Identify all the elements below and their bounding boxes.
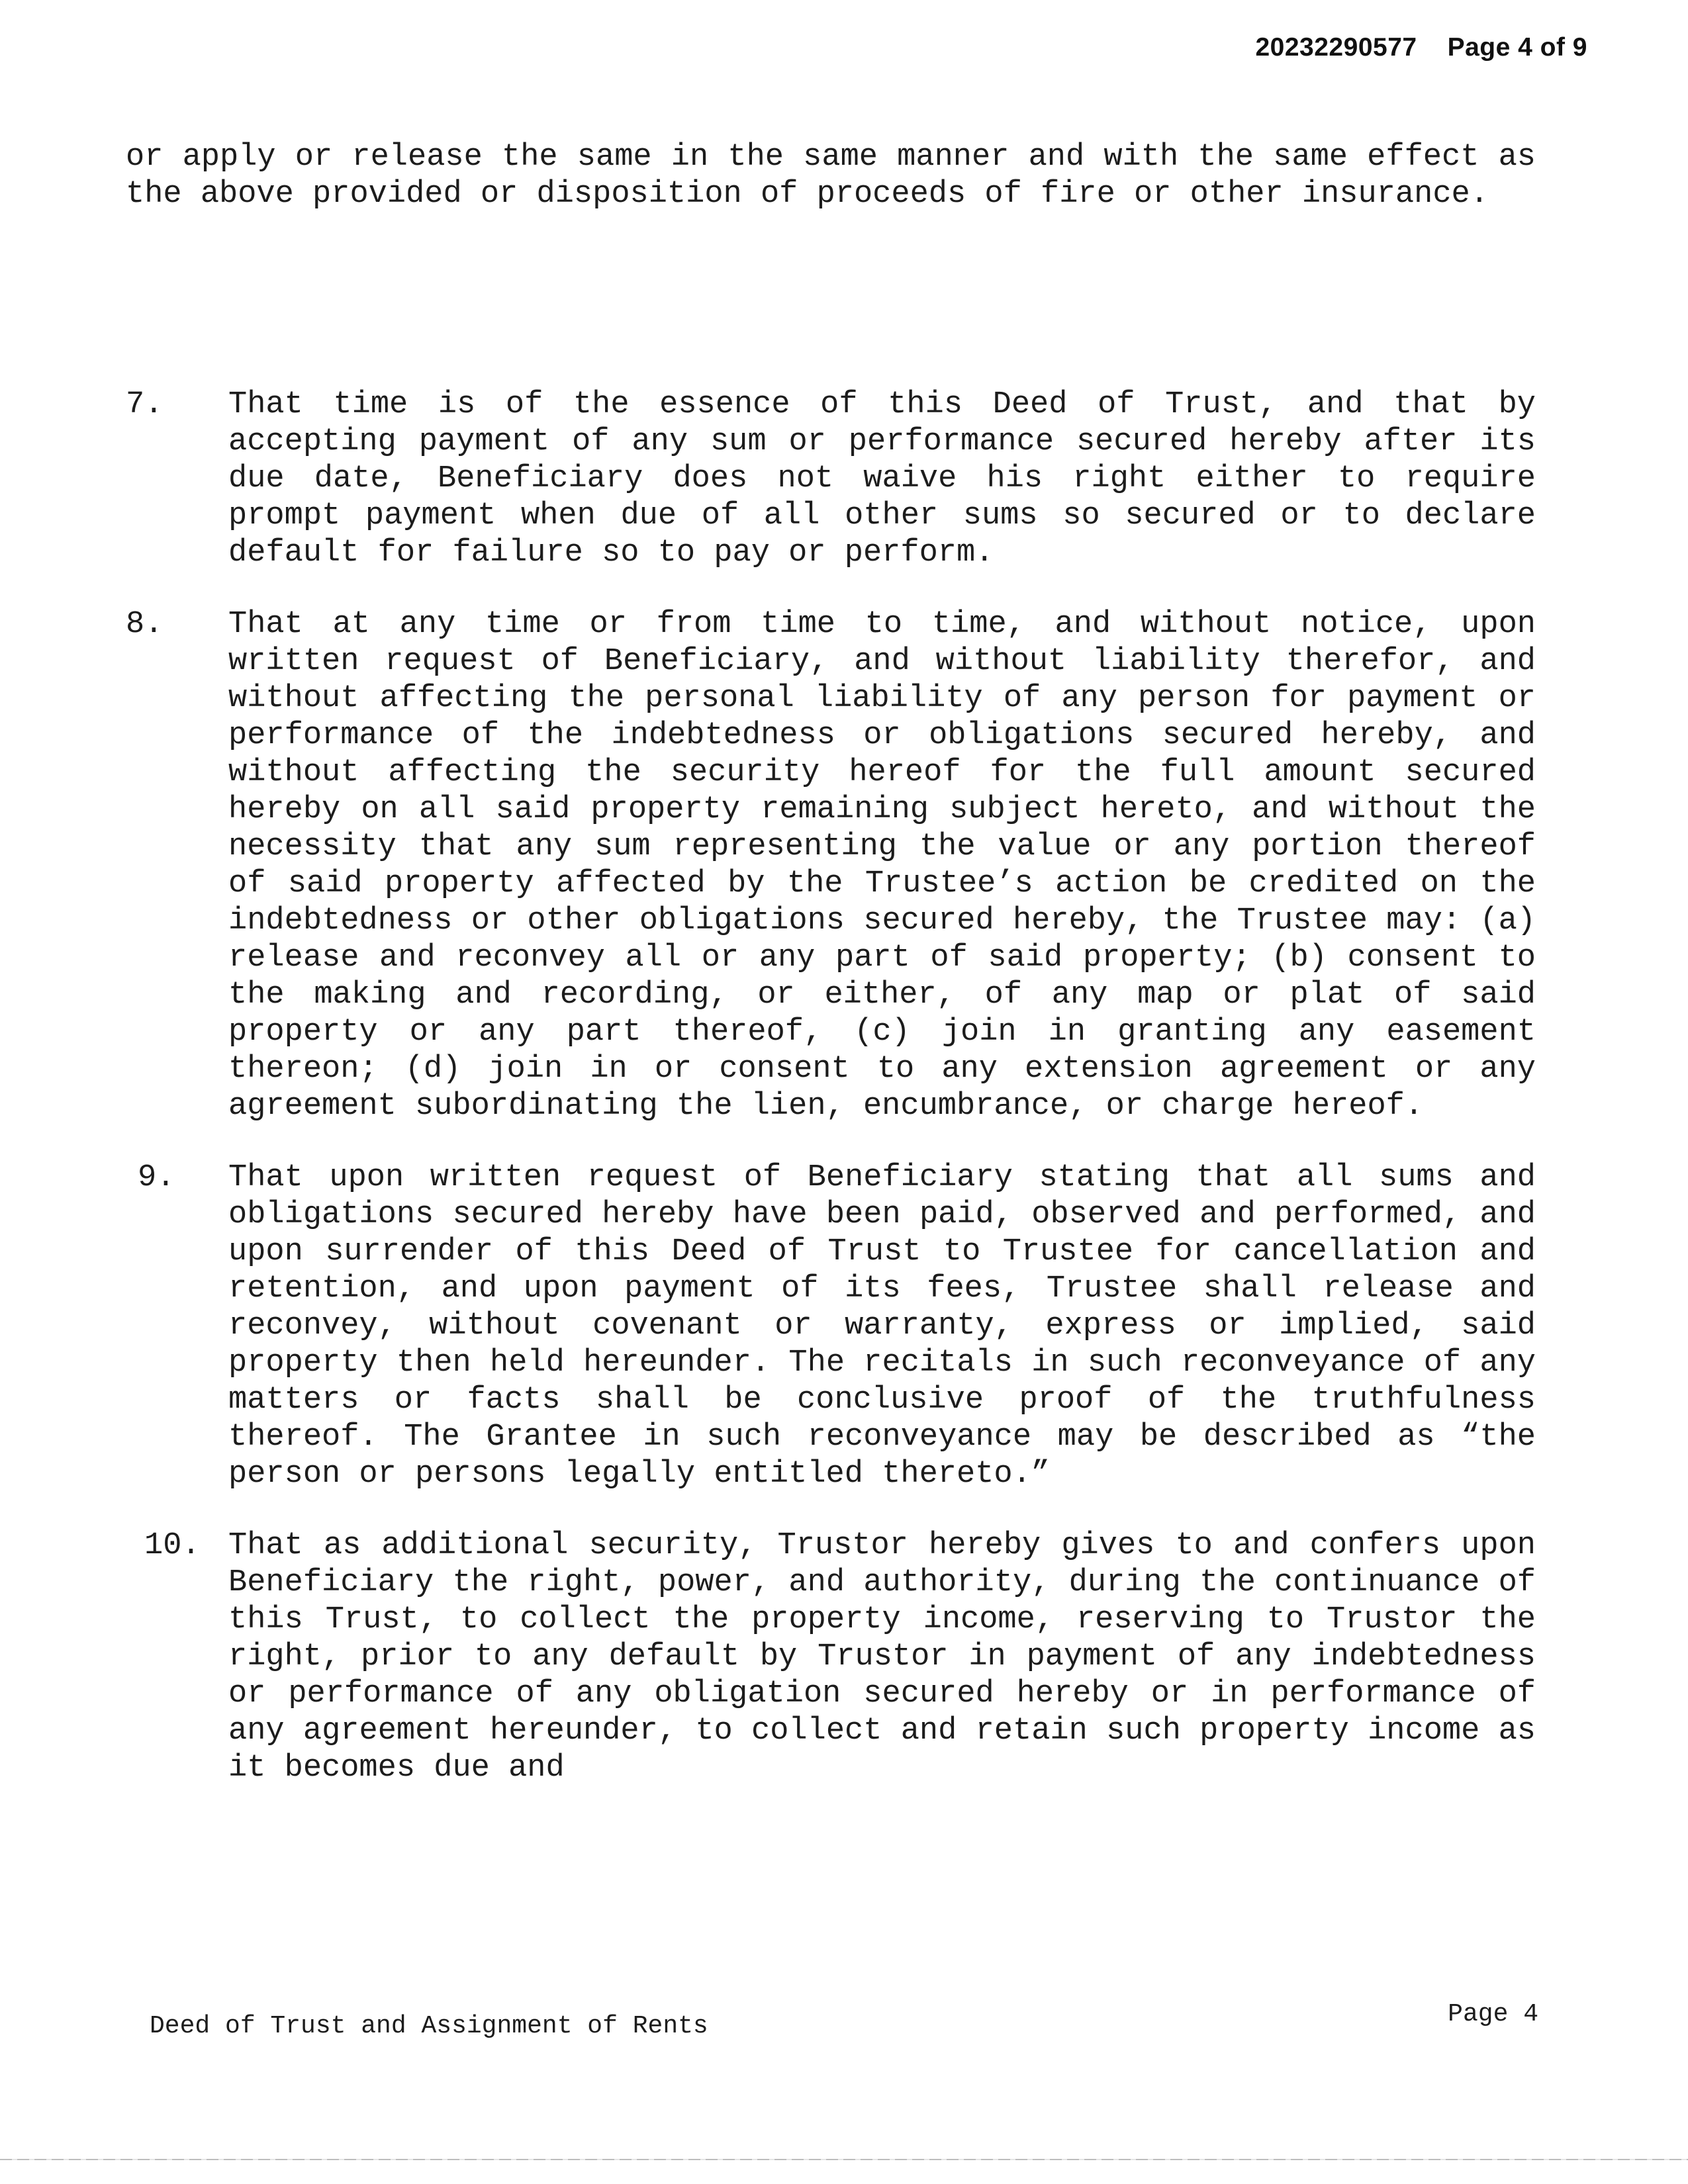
footer-page-number: Page 4 <box>1448 2000 1538 2028</box>
recording-stamp <box>1255 33 1587 62</box>
carryover-paragraph: or apply or release the same in the same manner and with the same effect as the above provided or disposition of proceeds of fire or other insurance. <box>126 140 1536 212</box>
clause-8 <box>126 606 1536 1125</box>
clause-number: 10. <box>144 1528 201 1563</box>
clause-text: That at any time or from time to time, and without notice, upon written request of Beneficiary, and without liability therefor, and without affecting the personal liability of any person for payment or performance of the indebtedness or obligations secured hereby, and without affecting the security hereof for the full amount secured hereby on all said property remaining subject hereto, and without the necessity that any sum representing the value or any portion thereof of said property affected by the Trustee’s action be credited on the indebtedness or other obligations secured hereby, the Trustee may: (a) release and reconvey all or any part of said property; (b) consent to the making and recording, or either, of any map or plat of said property or any part thereof, (c) join in granting any easement thereon; (d) join in or consent to any extension agreement or any agreement subordinating the lien, encumbrance, or charge hereof. <box>228 607 1536 1124</box>
document-number: 20232290577 <box>1255 33 1417 62</box>
footer-document-title: Deed of Trust and Assignment of Rents <box>150 2012 708 2040</box>
clause-text: That time is of the essence of this Deed of Trust, and that by accepting payment of any sum or performance secured hereby after its due date, Beneficiary does not waive his right either to require prompt payment when due of all other sums so secured or to declare default for failure so to pay or perform. <box>228 387 1536 570</box>
clause-9 <box>126 1160 1536 1493</box>
clause-text: That as additional security, Trustor hereby gives to and confers upon Beneficiary the right, power, and authority, during the continuance of this Trust, to collect the property income, reserving to Trustor the right, prior to any default by Trustor in payment of any indebtedness or performance of any obligation secured hereby or in performance of any agreement hereunder, to collect and retain such property income as it becomes due and <box>228 1528 1536 1786</box>
page-count-label: Page 4 of 9 <box>1447 33 1587 62</box>
clause-number: 9. <box>138 1160 175 1195</box>
clause-number: 8. <box>126 607 164 642</box>
scan-edge-line <box>0 2159 1688 2160</box>
document-body <box>126 139 1536 1821</box>
clause-number: 7. <box>126 387 164 422</box>
clause-7 <box>126 387 1536 572</box>
clause-text: That upon written request of Beneficiary stating that all sums and obligations secured hereby have been paid, observed and performed, and upon surrender of this Deed of Trust to Trustee for cancellation and retention, and upon payment of its fees, Trustee shall release and reconvey, without covenant or warranty, express or implied, said property then held hereunder. The recitals in such reconveyance of any matters or facts shall be conclusive proof of the truthfulness thereof. The Grantee in such reconveyance may be described as “the person or persons legally entitled thereto.” <box>228 1160 1536 1492</box>
clause-10 <box>126 1527 1536 1787</box>
